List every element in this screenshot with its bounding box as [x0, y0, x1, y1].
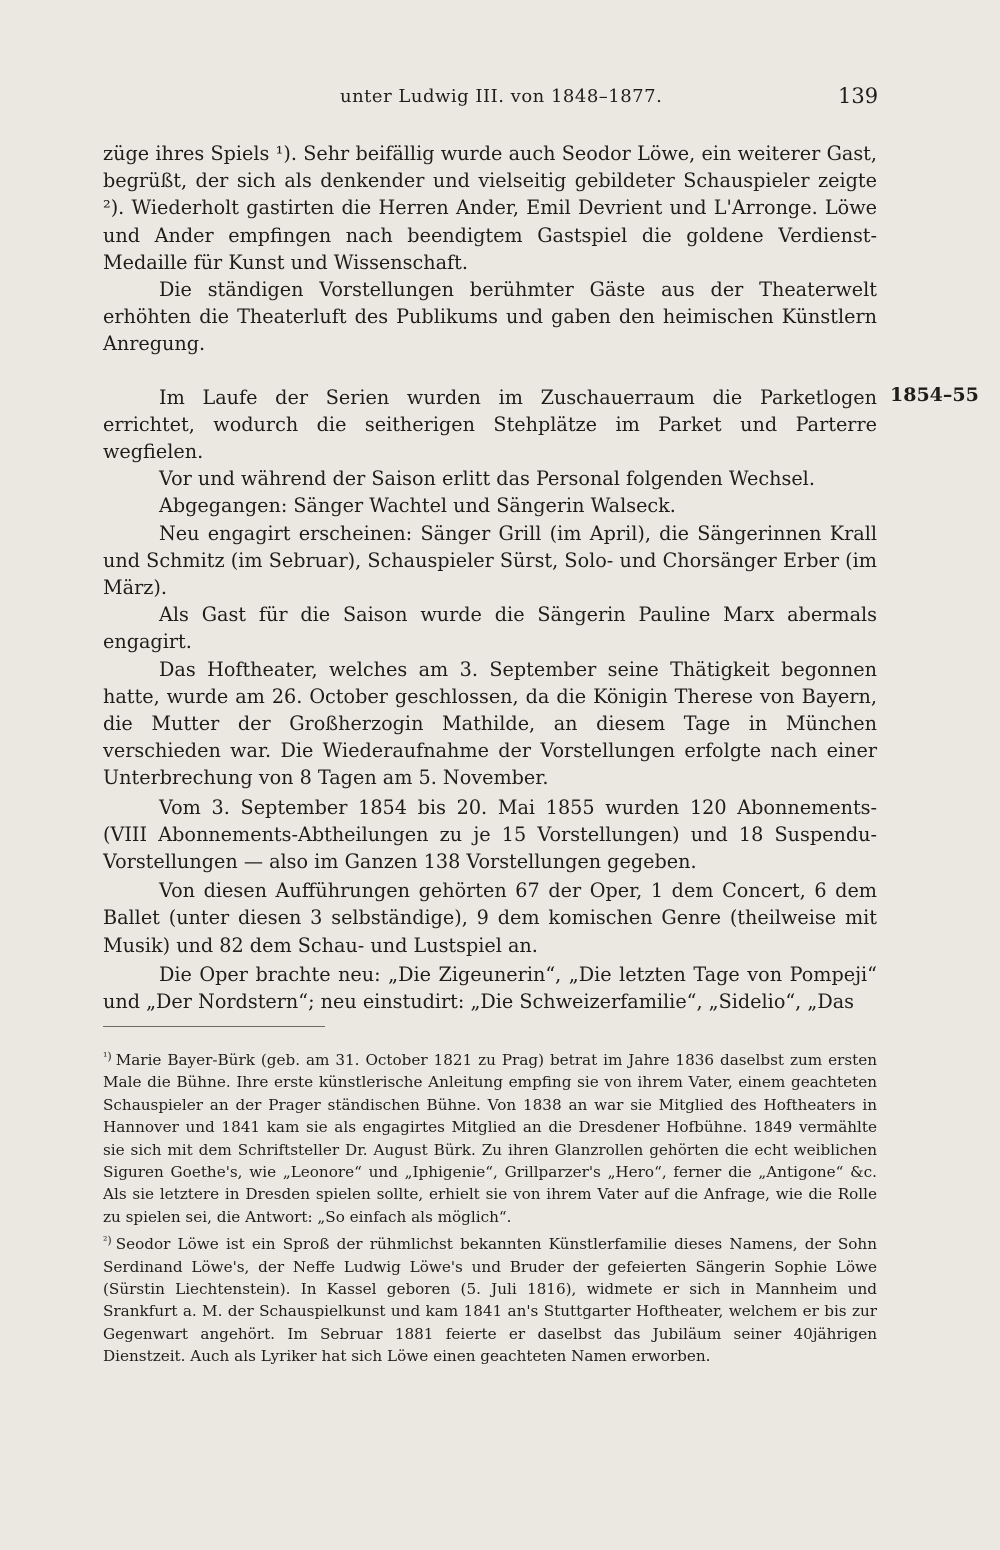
running-title: unter Ludwig III. von 1848–1877. [340, 86, 663, 107]
page-number: 139 [838, 84, 879, 108]
body-text [103, 140, 877, 1015]
paragraph: Vom 3. September 1854 bis 20. Mai 1855 wurden 120 Abonnements- (VIII Abonnements-Abtheilungen zu je 15 Vorstellungen) und 18 Suspendu-Vorstellungen — also im Ganzen 138 Vorstellungen gegeben. [103, 795, 877, 874]
paragraph: Von diesen Aufführungen gehörten 67 der Oper, 1 dem Concert, 6 dem Ballet (unter diesen 3 selbständige), 9 dem komischen Genre (theilweise mit Musik) und 82 dem Schau- und Lustspiel an. [103, 879, 877, 957]
paragraph: Die ständigen Vorstellungen berühmter Gäste aus der Theaterwelt erhöhten die Theaterluft des Publikums und gaben den heimischen Künstlern Anregung. [103, 278, 877, 356]
footnote-mark: ¹) [103, 1050, 112, 1063]
footnote [103, 1046, 877, 1228]
margin-year-note: 1854–55 [890, 384, 979, 406]
running-head [0, 86, 1000, 116]
paragraph: Abgegangen: Sänger Wachtel und Sängerin Walseck. [159, 494, 676, 518]
paragraph: züge ihres Spiels ¹). Sehr beifällig wurde auch Seodor Löwe, ein weiterer Gast, begrüßt, der sich als denkender und vielseitig gebildeter Schauspieler zeigte ²). Wiederholt gastirten die Herren Ander, Emil Devrient und L'Arronge. Löwe und Ander empfingen nach beendigtem Gastspiel die goldene Verdienst-Medaille für Kunst und Wissenschaft. [103, 142, 877, 274]
paragraph: Die Oper brachte neu: „Die Zigeunerin“, „Die letzten Tage von Pompeji“ und „Der Nordstern“; neu einstudirt: „Die Schweizerfamilie“, „Sidelio“, „Das [103, 962, 877, 1014]
footnote-text: Marie Bayer-Bürk (geb. am 31. October 1821 zu Prag) betrat im Jahre 1836 daselbst zum ersten Male die Bühne. Ihre erste künstlerische Anleitung empfing sie von ihrem Vater, einem geachteten Schauspieler an der Prager ständischen Bühne. Von 1838 an war sie Mitglied des Hoftheaters in Hannover und 1841 kam sie als engagirtes Mitglied an die Dresdener Hofbühne. 1849 vermählte sie sich mit dem Schriftsteller Dr. August Bürk. Zu ihren Glanzrollen gehörten die echt weiblichen Siguren Goethe's, wie „Leonore“ und „Iphigenie“, Grillparzer's „Hero“, ferner die „Antigone“ &c. Als sie letztere in Dresden spielen sollte, erhielt sie von ihrem Vater auf die Anfrage, wie die Rolle zu spielen sei, die Antwort: „So einfach als möglich“. [103, 1051, 877, 1226]
paragraph: Als Gast für die Saison wurde die Sängerin Pauline Marx abermals engagirt. [103, 603, 877, 654]
footnote-mark: ²) [103, 1234, 112, 1248]
paragraph: Vor und während der Saison erlitt das Personal folgenden Wechsel. [159, 467, 815, 491]
footnote-text: Seodor Löwe ist ein Sproß der rühmlichst bekannten Künstlerfamilie dieses Namens, der Sohn Serdinand Löwe's, der Neffe Ludwig Löwe's und Bruder der gefeierten Sängerin Sophie Löwe (Sürstin Liechtenstein). In Kassel geboren (5. Juli 1816), widmete er sich in Mannheim und Srankfurt a. M. der Schauspielkunst und kam 1841 an's Stuttgarter Hoftheater, welchem er bis zur Gegenwart angehört. Im Sebruar 1881 feierte er daselbst das Jubiläum seiner 40jährigen Dienstzeit. Auch als Lyriker hat sich Löwe einen geachteten Namen erworben. [103, 1235, 877, 1366]
paragraph: Im Laufe der Serien wurden im Zuschauerraum die Parketlogen errichtet, wodurch die seitherigen Stehplätze im Parket und Parterre wegfielen. [103, 385, 877, 464]
paragraph: Das Hoftheater, welches am 3. September seine Thätigkeit begonnen hatte, wurde am 26. October geschlossen, da die Königin Therese von Bayern, die Mutter der Großherzogin Mathilde, an diesem Tage in München verschieden war. Die Wiederaufnahme der Vorstellungen erfolgte nach einer Unterbrechung von 8 Tagen am 5. November. [103, 657, 877, 790]
footnote-divider [103, 1026, 325, 1027]
paragraph: Neu engagirt erscheinen: Sänger Grill (im April), die Sängerinnen Krall und Schmitz (im Sebruar), Schauspieler Sürst, Solo- und Chorsänger Erber (im März). [103, 521, 877, 600]
footnote [103, 1230, 877, 1367]
footnotes [103, 1046, 877, 1370]
